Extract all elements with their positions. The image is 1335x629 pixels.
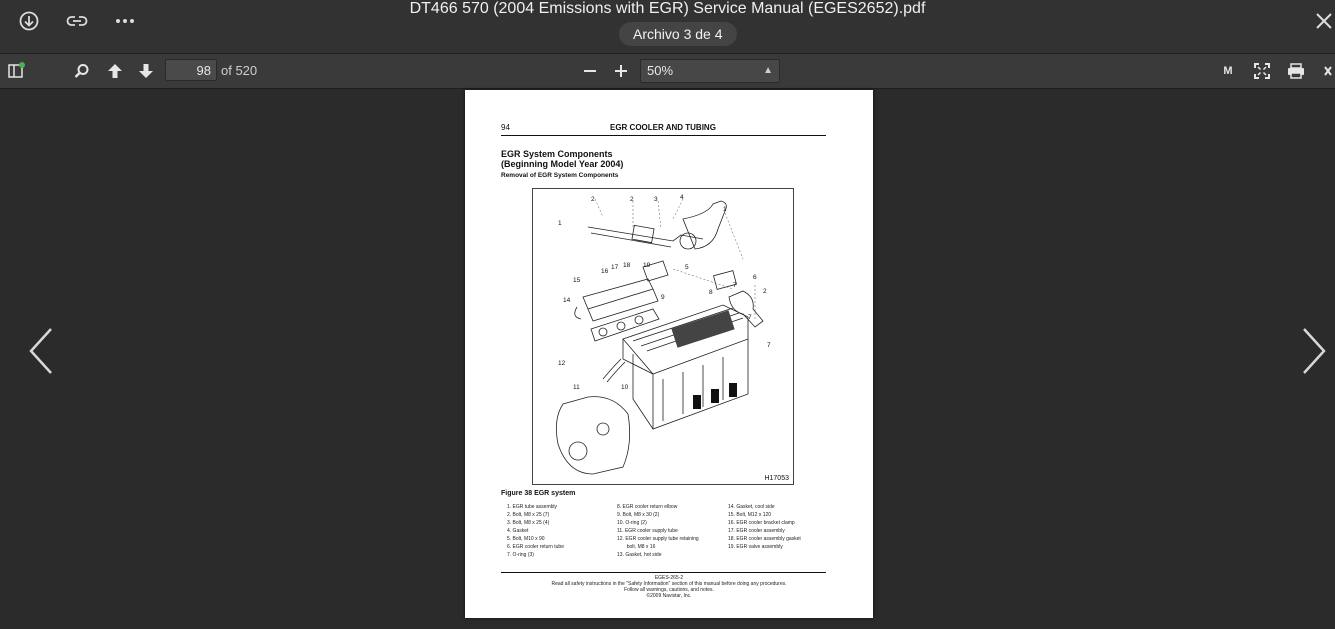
legend-item: 19. EGR valve assembly [728, 544, 783, 550]
svg-text:8: 8 [709, 289, 713, 296]
status-dot [19, 62, 25, 68]
svg-text:1: 1 [723, 206, 727, 213]
legend-item: 3. Bolt, M8 x 25 (4) [507, 520, 550, 526]
svg-text:7: 7 [767, 342, 771, 349]
zoom-select[interactable] [640, 59, 780, 83]
svg-text:3: 3 [654, 196, 658, 203]
legend-item: 12. EGR cooler supply tube retaining [617, 536, 699, 542]
svg-text:7: 7 [733, 282, 737, 289]
svg-text:7: 7 [748, 314, 752, 321]
presentation-mode-icon[interactable]: M [1223, 65, 1233, 77]
legend-item: 13. Gasket, hot side [617, 552, 662, 558]
legend-column-3 [728, 503, 801, 551]
legend-item: 5. Bolt, M10 x 90 [507, 536, 545, 542]
figure-caption: Figure 38 EGR system [501, 490, 576, 497]
pdf-page [465, 90, 873, 618]
legend-column-2 [617, 503, 699, 559]
legend-item: 11. EGR cooler supply tube [617, 528, 678, 534]
footer-code: EGES-265-2 [654, 575, 684, 581]
footer-line-2: Follow all warnings, cautions, and notes. [624, 587, 714, 593]
subheading: Removal of EGR System Components [501, 172, 619, 179]
svg-text:18: 18 [623, 262, 631, 269]
svg-text:2: 2 [630, 196, 634, 203]
chevron-right-icon[interactable] [1298, 326, 1328, 376]
header-rule [501, 135, 826, 136]
sidebar-toggle-icon[interactable] [5, 60, 27, 82]
svg-text:5: 5 [685, 264, 689, 271]
svg-text:16: 16 [601, 268, 609, 275]
close-icon[interactable] [1311, 8, 1335, 34]
legend-item: 16. EGR cooler bracket clamp [728, 520, 795, 526]
legend-item: 4. Gasket [507, 528, 529, 534]
page-up-icon[interactable] [104, 60, 126, 82]
footer-line-3: ©2009 Navistar, Inc. [646, 593, 692, 599]
legend-item: 6. EGR cooler return tube [507, 544, 564, 550]
engine-diagram [533, 189, 793, 484]
legend-item: bolt, M8 x 16 [617, 544, 656, 550]
legend-item: 18. EGR cooler assembly gasket [728, 536, 801, 542]
page-number-label: 94 [501, 123, 510, 132]
svg-text:2: 2 [763, 288, 767, 295]
footer-line-1: Read all safety instructions in the "Safety Information" section of this manual before doing any procedures. [551, 581, 787, 587]
svg-text:11: 11 [573, 384, 580, 391]
svg-text:6: 6 [753, 274, 757, 281]
chevron-updown-icon: ▲ [763, 65, 773, 76]
svg-text:19: 19 [643, 262, 651, 269]
print-icon[interactable] [1285, 60, 1307, 82]
document-title: DT466 570 (2004 Emissions with EGR) Service Manual (EGES2652).pdf [409, 0, 926, 17]
svg-text:2: 2 [591, 196, 595, 203]
legend-item: 7. O-ring (3) [507, 552, 534, 558]
legend-column-1 [507, 503, 564, 559]
section-title: EGR System Components [501, 149, 613, 159]
svg-text:12: 12 [558, 360, 566, 367]
legend-item: 15. Bolt, M12 x 120 [728, 512, 772, 518]
svg-text:17: 17 [611, 264, 619, 271]
file-indicator: Archivo 3 de 4 [619, 22, 737, 46]
svg-text:9: 9 [661, 294, 665, 301]
svg-text:4: 4 [680, 194, 684, 201]
pdf-toolbar [0, 54, 1335, 89]
fullscreen-icon[interactable] [1251, 60, 1273, 82]
figure-egr-system [532, 188, 794, 485]
zoom-out-icon[interactable] [579, 60, 601, 82]
title-bar [0, 0, 1335, 54]
svg-text:14: 14 [563, 297, 571, 304]
legend-item: 9. Bolt, M8 x 30 (2) [617, 512, 660, 518]
svg-text:1: 1 [558, 220, 562, 227]
figure-code: H17053 [764, 475, 789, 482]
tools-icon[interactable] [1323, 60, 1335, 82]
page-down-icon[interactable] [135, 60, 157, 82]
zoom-value: 50% [647, 63, 674, 78]
section-subtitle: (Beginning Model Year 2004) [501, 159, 624, 169]
legend-item: 2. Bolt, M8 x 25 (7) [507, 512, 550, 518]
chevron-left-icon[interactable] [27, 326, 57, 376]
svg-text:10: 10 [621, 384, 629, 391]
legend-item: 10. O-ring (2) [617, 520, 647, 526]
svg-text:15: 15 [573, 277, 581, 284]
legend-item: 1. EGR tube assembly [507, 504, 558, 510]
legend-item: 8. EGR cooler return elbow [617, 504, 678, 510]
zoom-in-icon[interactable] [610, 60, 632, 82]
legend-item: 17. EGR cooler assembly [728, 528, 785, 534]
legend-item: 14. Gasket, cool side [728, 504, 775, 510]
page-number-input[interactable] [165, 59, 217, 81]
footer-rule [501, 572, 826, 573]
page-count: of 520 [221, 63, 258, 78]
search-icon[interactable] [71, 60, 93, 82]
running-head: EGR COOLER AND TUBING [610, 123, 716, 132]
